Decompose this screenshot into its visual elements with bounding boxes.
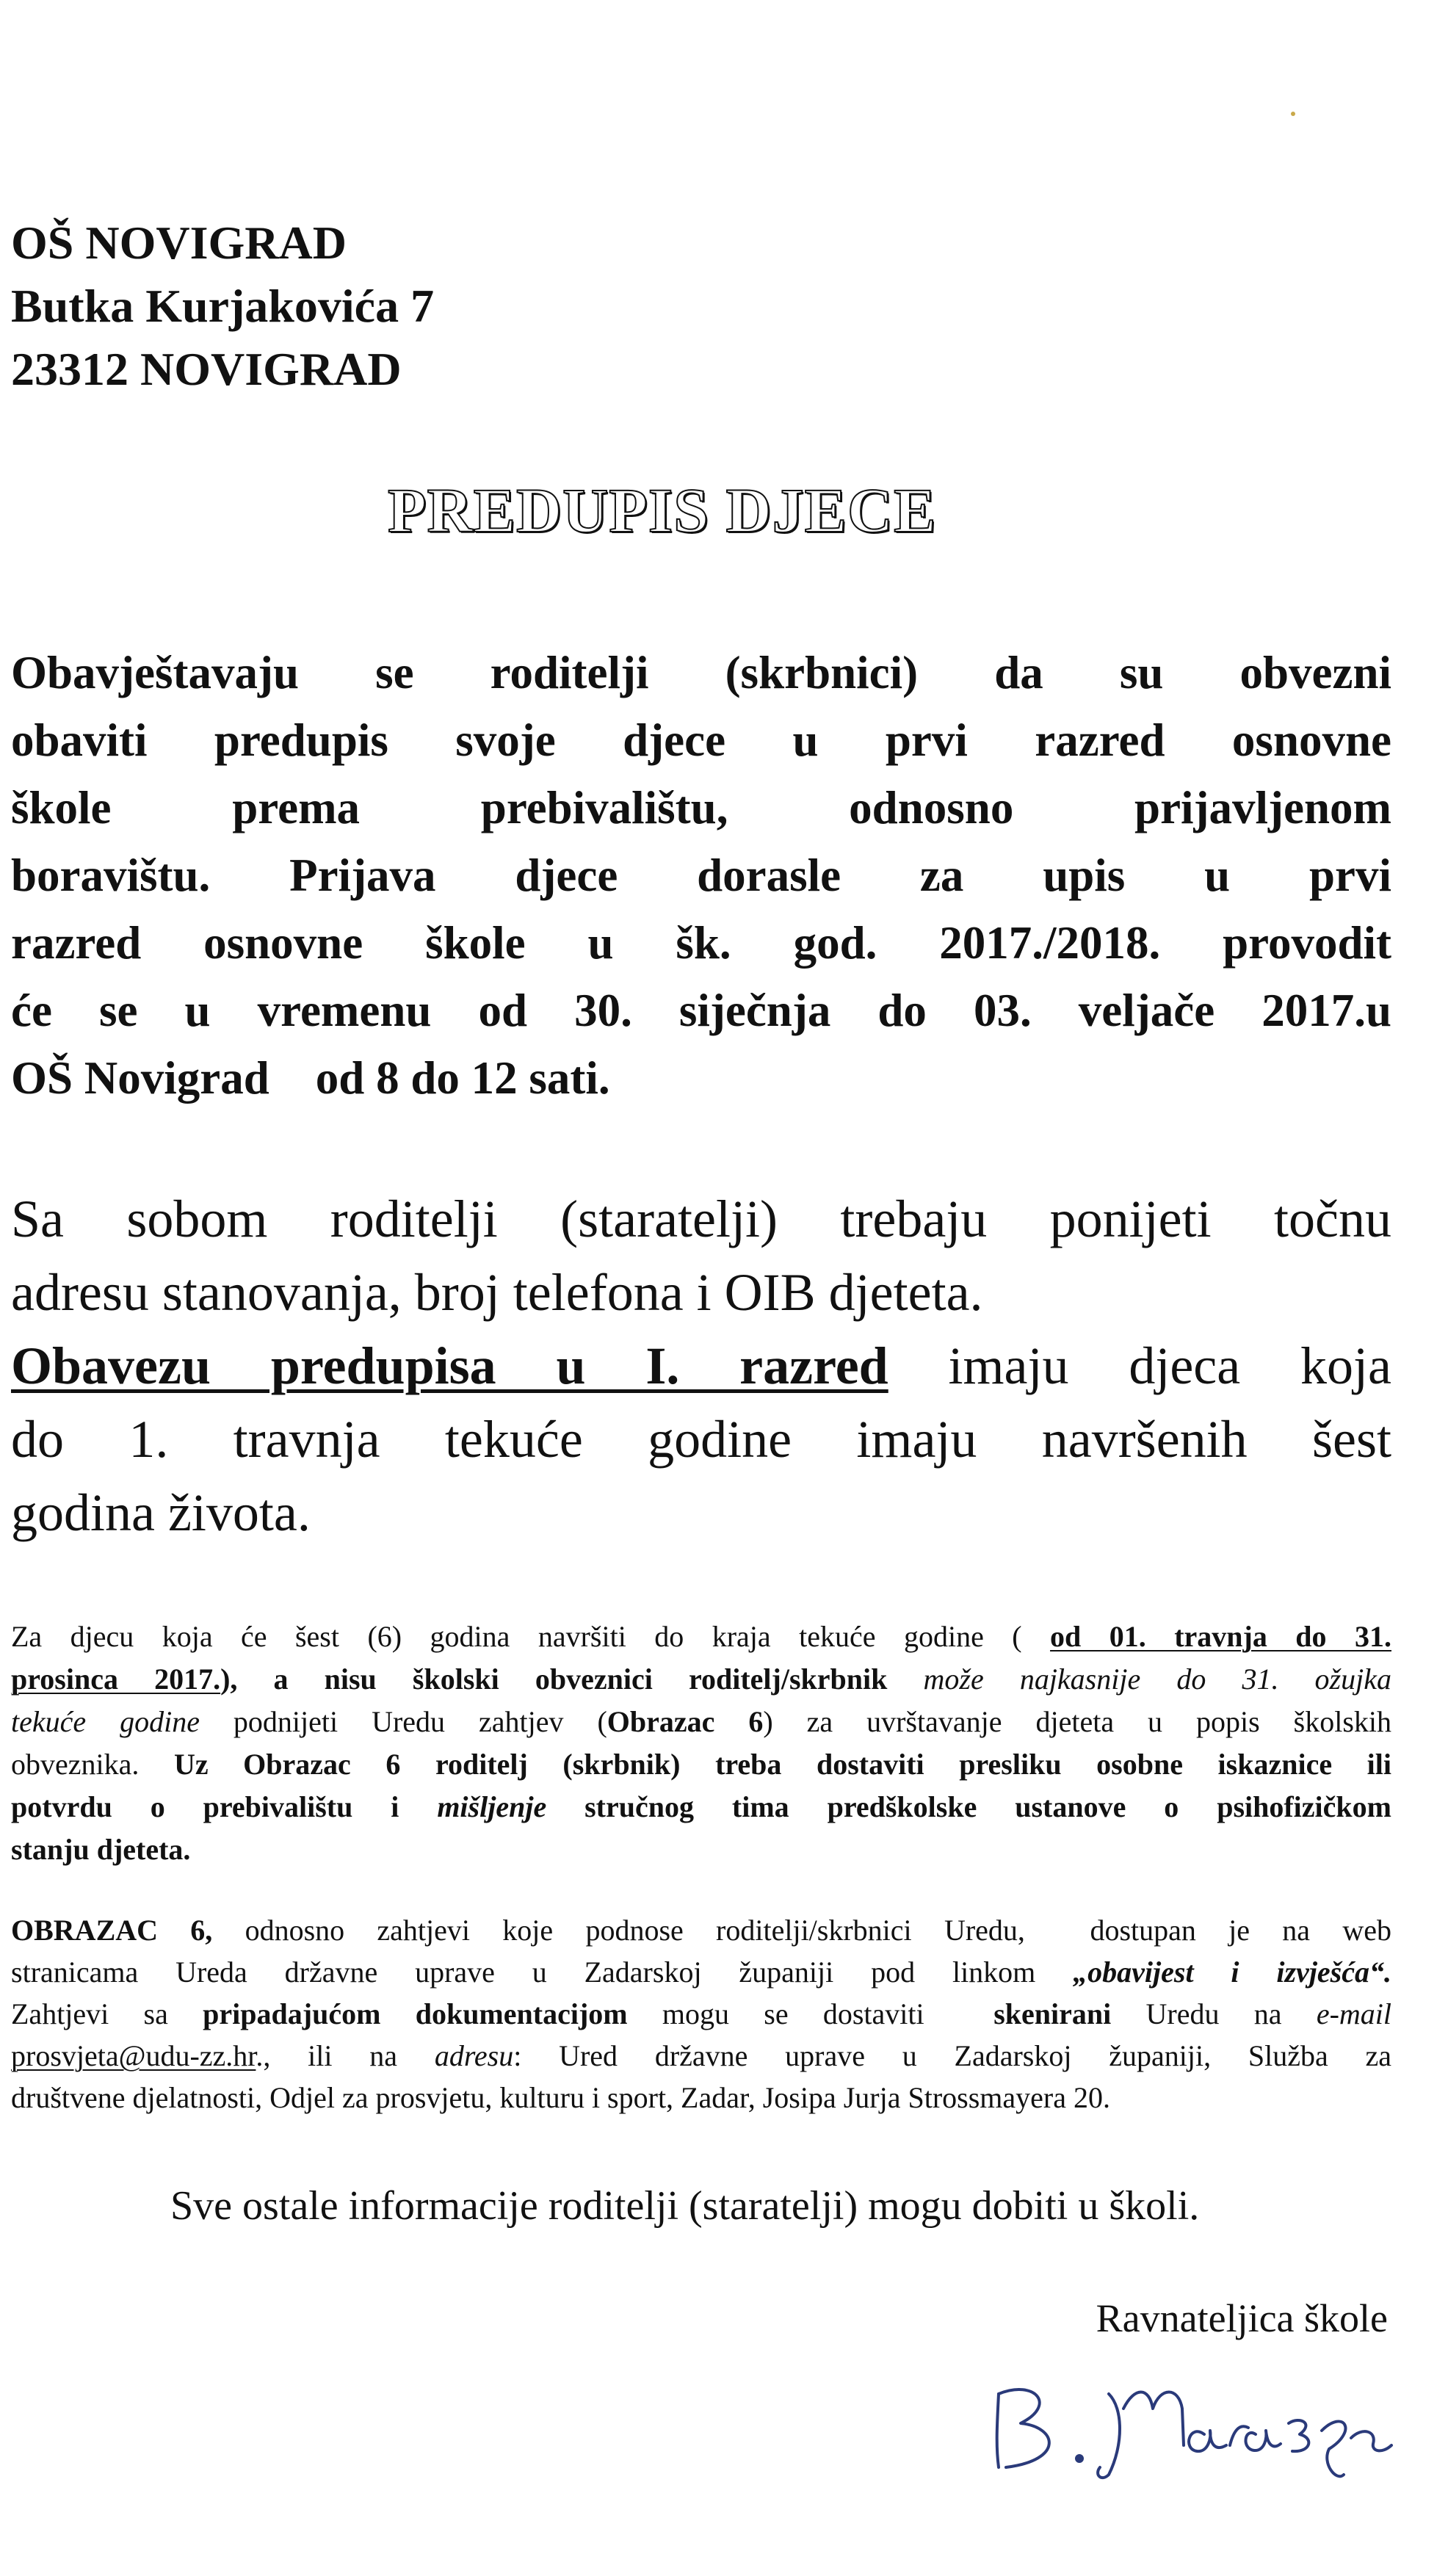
email-address-link[interactable]: prosvjeta@udu-zz.hr — [11, 2039, 256, 2072]
para1-line: boravištu. Prijava djece dorasle za upis u prvi — [11, 850, 1391, 901]
para3-line — [11, 1658, 1391, 1701]
para3-bold-text: Uz Obrazac 6 roditelj (skrbnik) treba dostaviti presliku osobne iskaznice ili — [173, 1748, 1391, 1781]
link-name-text: „obavijest i izvješća“. — [1073, 1955, 1392, 1989]
para3-line — [11, 1786, 1391, 1828]
para4-text: Zahtjevi sa — [11, 1997, 203, 2030]
para1-line: škole prema prebivalištu, odnosno prijavljenom — [11, 782, 1391, 833]
para2-line: do 1. travnja tekuće godine imaju navršenih šest — [11, 1410, 1391, 1469]
closing-note: Sve ostale informacije roditelji (staratelji) mogu dobiti u školi. — [170, 2183, 1200, 2229]
date-range-text: od 01. travnja do 31. — [1050, 1620, 1391, 1653]
date-range-text: prosinca 2017. — [11, 1663, 221, 1696]
requirements-paragraph — [11, 1182, 1391, 1549]
para3-line — [11, 1701, 1391, 1743]
deadline-text: može najkasnije do 31. ožujka — [923, 1663, 1391, 1696]
document-title: PREDUPIS DJECE — [388, 475, 937, 546]
para1-line: razred osnovne škole u šk. god. 2017./2018. provodit — [11, 917, 1391, 969]
scan-speck — [1291, 112, 1295, 116]
email-label-text: e-mail — [1316, 1997, 1391, 2030]
para4-text: stranicama Ureda državne uprave u Zadarskoj županiji pod linkom — [11, 1955, 1074, 1989]
para3-bold-text: stručnog tima predškolske ustanove o psihofizičkom — [546, 1790, 1391, 1823]
handwritten-signature — [977, 2365, 1417, 2489]
sender-address — [11, 211, 434, 401]
para2-text: imaju djeca koja — [888, 1336, 1391, 1395]
para3-text: obveznika. — [11, 1748, 174, 1781]
para2-line — [11, 1329, 1391, 1403]
para3-text: ) za uvrštavanje djeteta u popis školskih — [763, 1705, 1392, 1738]
para2-line: Sa sobom roditelji (staratelji) trebaju ponijeti točnu — [11, 1190, 1391, 1248]
para3-line: stanju djeteta. — [11, 1833, 191, 1866]
para1-line: OŠ Novigrad od 8 do 12 sati. — [11, 1052, 610, 1104]
address-label-text: adresu — [434, 2039, 514, 2072]
para1-line: će se u vremenu od 30. siječnja do 03. veljače 2017.u — [11, 985, 1391, 1036]
para4-bold-text: skenirani — [993, 1997, 1112, 2030]
school-street: Butka Kurjakovića 7 — [11, 280, 435, 332]
para4-line — [11, 2035, 1391, 2077]
para4-line — [11, 1951, 1391, 1993]
school-name: OŠ NOVIGRAD — [11, 217, 347, 269]
deadline-text: tekuće godine — [11, 1705, 200, 1738]
school-city: 23312 NOVIGRAD — [11, 343, 402, 395]
deferral-paragraph — [11, 1616, 1391, 1871]
para4-text: mogu se dostaviti — [627, 1997, 994, 2030]
form-name-text: Obrazac 6 — [607, 1705, 764, 1738]
para2-line: godina života. — [11, 1483, 311, 1542]
para4-line — [11, 1909, 1391, 1951]
para4-text: odnosno zahtjevi koje podnose roditelji/skrbnici Uredu, dostupan je na web — [212, 1914, 1391, 1947]
para1-line: obaviti predupis svoje djece u prvi razred osnovne — [11, 714, 1391, 766]
form-info-paragraph — [11, 1909, 1391, 2119]
para4-line — [11, 1993, 1391, 2035]
para1-line: Obavještavaju se roditelji (skrbnici) da su obvezni — [11, 647, 1391, 698]
para4-text: Uredu na — [1111, 1997, 1317, 2030]
para4-bold-text: pripadajućom dokumentacijom — [203, 1997, 628, 2030]
para3-text: ), a nisu školski obveznici roditelj/skrbnik — [220, 1663, 924, 1696]
para3-bold-text: potvrdu o prebivalištu i — [11, 1790, 438, 1823]
announcement-paragraph — [11, 639, 1391, 1112]
para4-text: : Ured državne uprave u Zadarskoj županiji, Služba za — [513, 2039, 1392, 2072]
para3-line — [11, 1616, 1391, 1658]
para3-text: Za djecu koja će šest (6) godina navršiti do kraja tekuće godine ( — [11, 1620, 1051, 1653]
signatory-role: Ravnateljica škole — [1096, 2296, 1388, 2340]
form-name-text: OBRAZAC 6, — [11, 1914, 213, 1947]
opinion-text: mišljenje — [437, 1790, 547, 1823]
para3-line — [11, 1743, 1391, 1786]
para3-text: podnijeti Uredu zahtjev ( — [199, 1705, 607, 1738]
para4-line: društvene djelatnosti, Odjel za prosvjetu, kulturu i sport, Zadar, Josipa Jurja Strossmayera 20. — [11, 2081, 1110, 2114]
para2-line: adresu stanovanja, broj telefona i OIB djeteta. — [11, 1263, 983, 1322]
obligation-heading: Obavezu predupisa u I. razred — [11, 1336, 888, 1395]
para4-text: ., ili na — [256, 2039, 435, 2072]
